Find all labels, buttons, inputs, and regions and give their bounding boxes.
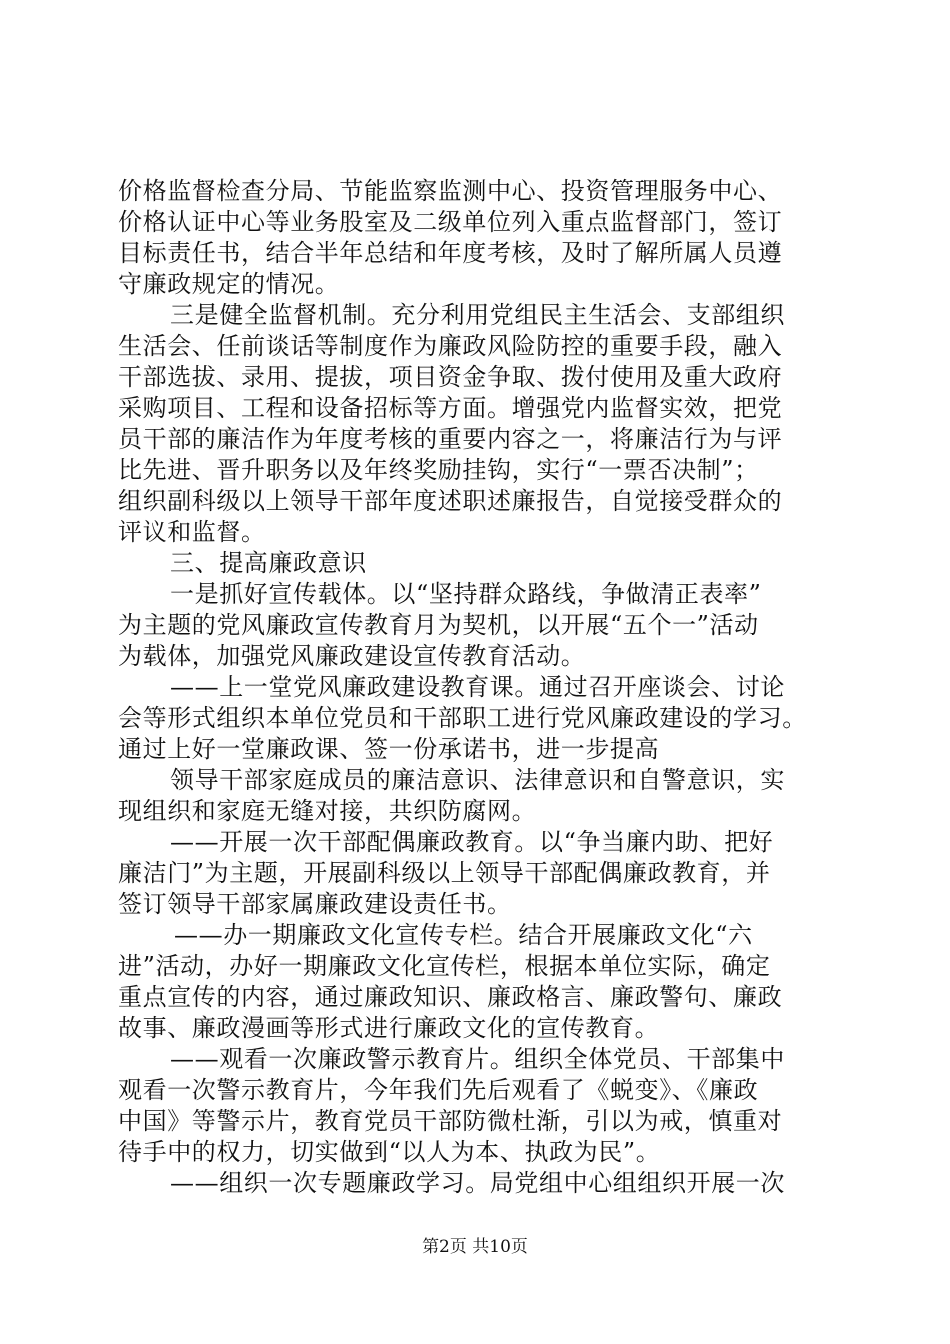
text-line: 签订领导干部家属廉政建设责任书。 <box>118 890 512 918</box>
text-line: 待手中的权力，切实做到“以人为本、执政为民”。 <box>118 1138 661 1166</box>
text-line: 通过上好一堂廉政课、签一份承诺书，进一步提高 <box>118 735 660 763</box>
text-line: 采购项目、工程和设备招标等方面。增强党内监督实效，把党 <box>118 394 783 422</box>
text-line: ——开展一次干部配偶廉政教育。以“争当廉内助、把好 <box>170 828 774 856</box>
text-line: 领导干部家庭成员的廉洁意识、法律意识和自警意识，实 <box>170 766 785 794</box>
text-line: 价格认证中心等业务股室及二级单位列入重点监督部门，签订 <box>118 208 783 236</box>
text-line: 一是抓好宣传载体。以“坚持群众路线，争做清正表率” <box>170 580 762 608</box>
text-line: ——组织一次专题廉政学习。局党组中心组组织开展一次 <box>170 1169 785 1197</box>
text-line: 现组织和家庭无缝对接，共织防腐网。 <box>118 797 537 825</box>
document-body <box>118 176 833 1199</box>
text-line: 干部选拔、录用、提拔，项目资金争取、拨付使用及重大政府 <box>118 363 783 391</box>
text-line: 生活会、任前谈话等制度作为廉政风险防控的重要手段，融入 <box>118 332 783 360</box>
text-line: ——上一堂党风廉政建设教育课。通过召开座谈会、讨论 <box>170 673 785 701</box>
text-line: 评议和监督。 <box>118 518 266 546</box>
text-line: 为载体，加强党风廉政建设宣传教育活动。 <box>118 642 586 670</box>
text-line: ——观看一次廉政警示教育片。组织全体党员、干部集中 <box>170 1045 785 1073</box>
text-line: 观看一次警示教育片，今年我们先后观看了《蜕变》、《廉政 <box>118 1076 759 1104</box>
text-line: 故事、廉政漫画等形式进行廉政文化的宣传教育。 <box>118 1014 660 1042</box>
text-line: 员干部的廉洁作为年度考核的重要内容之一，将廉洁行为与评 <box>118 425 783 453</box>
text-line: 价格监督检查分局、节能监察监测中心、投资管理服务中心、 <box>118 177 783 205</box>
text-line: 守廉政规定的情况。 <box>118 270 340 298</box>
section-heading: 三、提高廉政意识 <box>170 549 367 577</box>
text-line: 廉洁门”为主题，开展副科级以上领导干部配偶廉政教育，并 <box>118 859 771 887</box>
text-line: 进”活动，办好一期廉政文化宣传栏，根据本单位实际，确定 <box>118 952 771 980</box>
page-number-footer: 第2页 共10页 <box>422 1237 528 1257</box>
text-line: 为主题的党风廉政宣传教育月为契机，以开展“五个一”活动 <box>118 611 759 639</box>
text-line: 会等形式组织本单位党员和干部职工进行党风廉政建设的学习。 <box>118 704 807 732</box>
text-line: 中国》等警示片，教育党员干部防微杜渐，引以为戒，慎重对 <box>118 1107 783 1135</box>
text-line: ——办一期廉政文化宣传专栏。结合开展廉政文化“六 <box>174 921 753 949</box>
text-line: 组织副科级以上领导干部年度述职述廉报告，自觉接受群众的 <box>118 487 783 515</box>
text-line: 比先进、晋升职务以及年终奖励挂钩，实行“一票否决制”； <box>118 456 759 484</box>
text-line: 三是健全监督机制。充分利用党组民主生活会、支部组织 <box>170 301 785 329</box>
text-line: 目标责任书，结合半年总结和年度考核，及时了解所属人员遵 <box>118 239 783 267</box>
text-line: 重点宣传的内容，通过廉政知识、廉政格言、廉政警句、廉政 <box>118 983 783 1011</box>
